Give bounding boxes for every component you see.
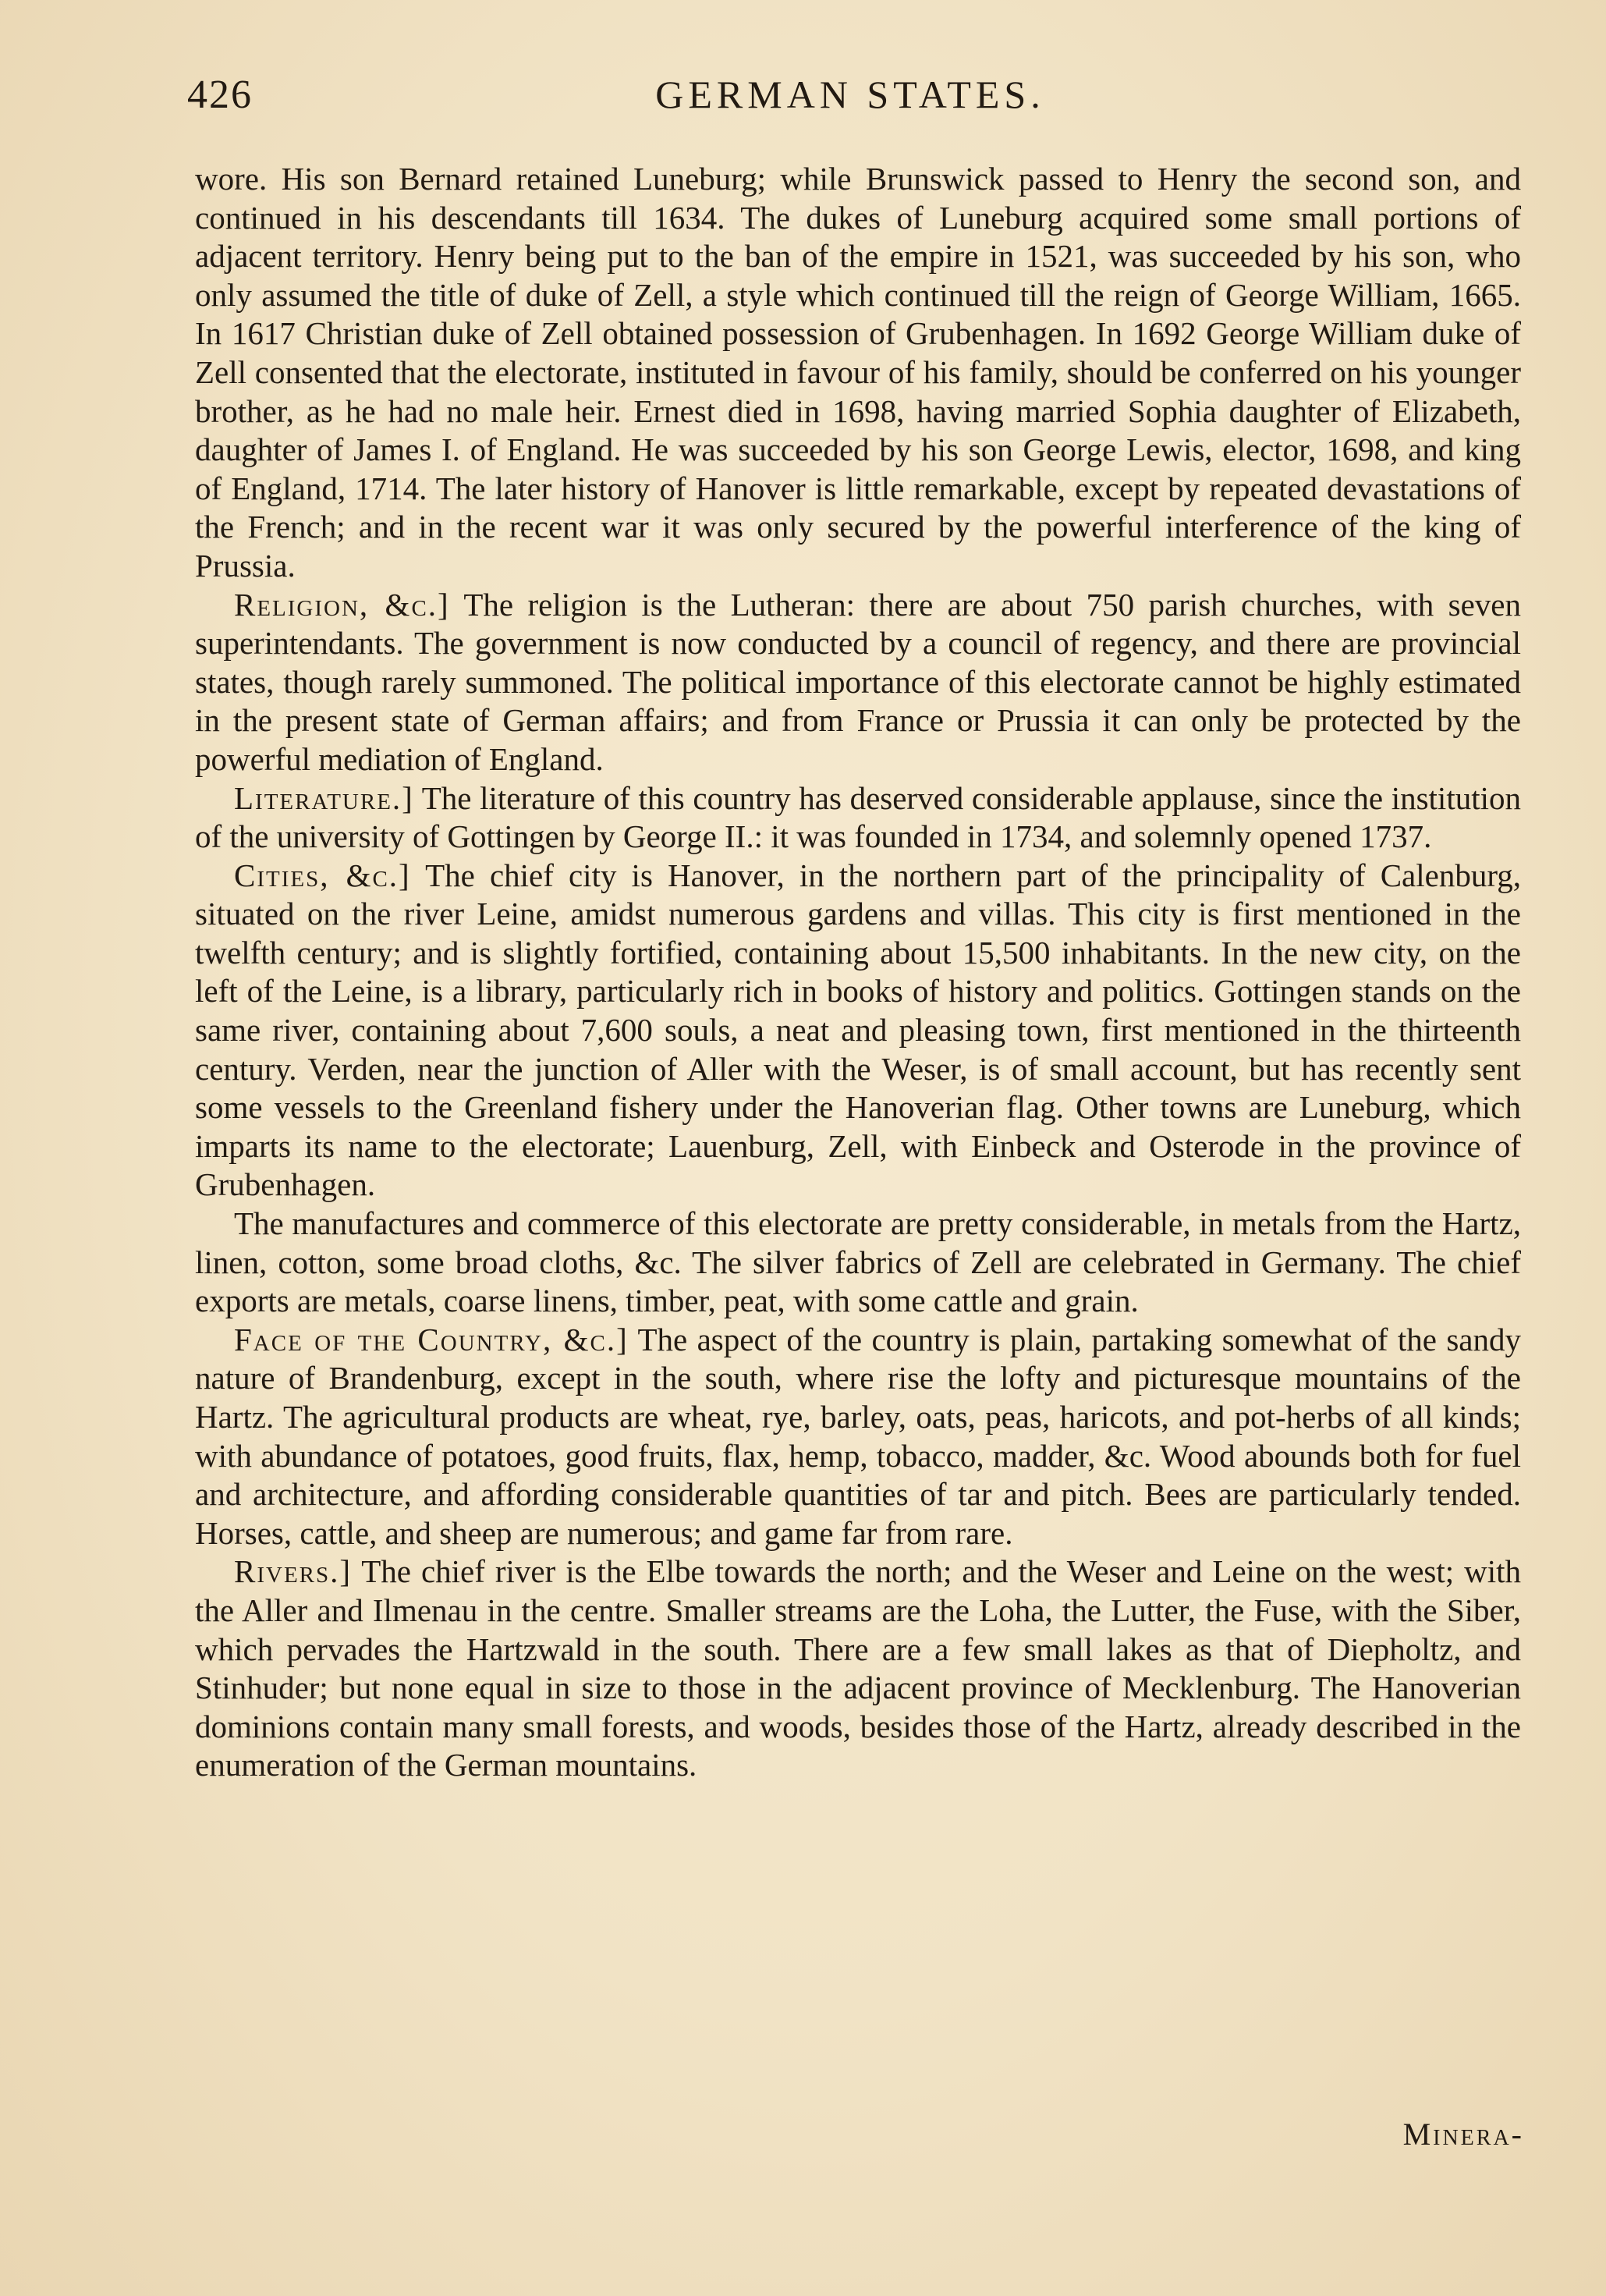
section-heading: Rivers.] bbox=[234, 1553, 353, 1590]
page-header bbox=[187, 72, 1513, 126]
paragraph-text: wore. His son Bernard retained Luneburg; while Brunswick passed to Henry the second son, and continued in his descendants till 1634. The dukes of Luneburg acquired some small portions of adjacent territory. Henry being put to the ban of the empire in 1521, was succeeded by his son, who only assumed the title of duke of Zell, a style which continued till the reign of George William, 1665. In 1617 Christian duke of Zell obtained possession of Grubenhagen. In 1692 George William duke of Zell consented that the electorate, instituted in favour of his family, should be conferred on his younger brother, as he had no male heir. Ernest died in 1698, having married Sophia daughter of Elizabeth, daughter of James I. of England. He was succeeded by his son George Lewis, elector, 1698, and king of England, 1714. The later history of Hanover is little remarkable, except by repeated devastations of the French; and in the recent war it was only secured by the powerful interference of the king of Prussia. bbox=[195, 161, 1521, 584]
section-heading: Literature.] bbox=[234, 779, 414, 816]
paragraph-text: The chief city is Hanover, in the northern part of the principality of Calenburg, situated on the river Leine, amidst numerous gardens and villas. This city is first mentioned in the twelfth century; and is slightly fortified, containing about 15,500 inhabitants. In the new city, on the left of the Leine, is a library, particularly rich in books of history and politics. Gottingen stands on the same river, containing about 7,600 souls, a neat and pleasing town, first mentioned in the thirteenth century. Verden, near the junction of Aller with the Weser, is of small account, but has recently sent some vessels to the Greenland fishery under the Hanoverian flag. Other towns are Luneburg, which imparts its name to the electorate; Lauenburg, Zell, with Einbeck and Osterode in the province of Grubenhagen. bbox=[195, 857, 1522, 1203]
body-text bbox=[195, 160, 1521, 1785]
section-heading: Cities, &c.] bbox=[234, 857, 411, 893]
paragraph-text: The chief river is the Elbe towards the north; and the Weser and Leine on the west; with the Aller and Ilmenau in the centre. Smaller streams are the Loha, the Lutter, the Fuse, with the Siber, which pervades the Hartzwald in the south. There are a few small lakes as that of Diepholtz, and Stinhuder; but none equal in size to those in the adjacent province of Mecklenburg. The Hanoverian dominions contain many small forests, and woods, besides those of the Hartz, already described in the enumeration of the German mountains. bbox=[195, 1553, 1521, 1783]
paragraph-text: The literature of this country has deserved considerable applause, since the institution of the university of Gottingen by George II.: it was founded in 1734, and solemnly opened 1737. bbox=[195, 779, 1521, 855]
paragraph-religion bbox=[195, 586, 1521, 779]
paragraph-face-of-country bbox=[195, 1321, 1521, 1553]
catchword: Minera- bbox=[1402, 2117, 1524, 2152]
paragraph-cities bbox=[195, 857, 1521, 1205]
paragraph-text: The manufactures and commerce of this electorate are pretty considerable, in metals from the Hartz, linen, cotton, some broad cloths, &c. The silver fabrics of Zell are celebrated in Germany. The chief exports are metals, coarse linens, timber, peat, with some cattle and grain. bbox=[195, 1205, 1521, 1319]
paragraph-history bbox=[195, 160, 1521, 586]
paragraph-manufactures bbox=[195, 1205, 1521, 1321]
paragraph-rivers bbox=[195, 1553, 1521, 1785]
paragraph-literature bbox=[195, 779, 1521, 857]
running-head: GERMAN STATES. bbox=[655, 73, 1045, 116]
section-heading: Face of the Country, &c.] bbox=[234, 1321, 629, 1357]
paragraph-text: The religion is the Lutheran: there are about 750 parish churches, with seven superintendants. The government is now conducted by a council of regency, and there are provincial states, though rarely summoned. The political importance of this electorate cannot be highly estimated in the present state of German affairs; and from France or Prussia it can only be protected by the powerful mediation of England. bbox=[195, 586, 1522, 777]
paragraph-text: The aspect of the country is plain, partaking somewhat of the sandy nature of Brandenburg, except in the south, where rise the lofty and picturesque mountains of the Hartz. The agricultural products are wheat, rye, barley, oats, peas, haricots, and pot-herbs of all kinds; with abundance of potatoes, good fruits, flax, hemp, tobacco, madder, &c. Wood abounds both for fuel and architecture, and affording considerable quantities of tar and pitch. Bees are particularly tended. Horses, cattle, and sheep are numerous; and game far from rare. bbox=[195, 1321, 1521, 1551]
section-heading: Religion, &c.] bbox=[234, 586, 450, 623]
page-number: 426 bbox=[187, 73, 253, 117]
